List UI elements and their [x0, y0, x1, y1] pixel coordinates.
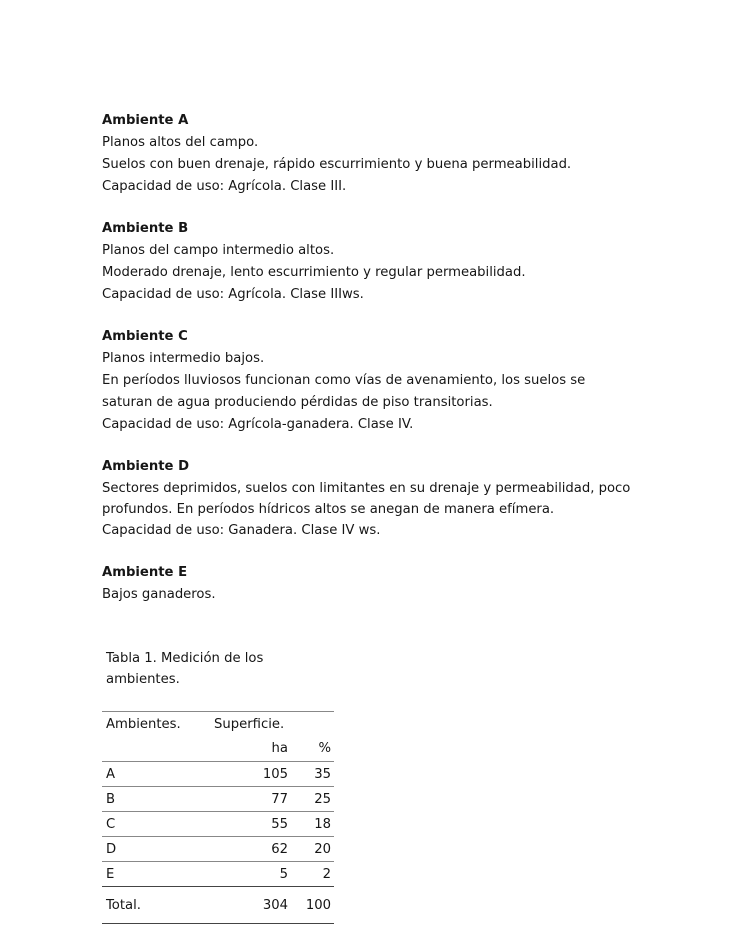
table-row	[102, 862, 334, 887]
table-row	[102, 762, 334, 787]
section-line: saturan de agua produciendo pérdidas de piso transitorias.	[102, 395, 493, 410]
unit-ha: ha	[271, 741, 288, 756]
row-ha: 105	[214, 762, 292, 787]
table-total-row	[102, 887, 334, 924]
row-ha: 55	[214, 812, 292, 837]
section-heading: Ambiente A	[102, 113, 189, 128]
table-row	[102, 787, 334, 812]
section-line: Planos intermedio bajos.	[102, 351, 265, 366]
table-caption	[106, 648, 276, 690]
row-ha: 5	[214, 862, 292, 887]
section-line: Bajos ganaderos.	[102, 587, 216, 602]
ambientes-table	[102, 711, 334, 924]
table-row	[102, 812, 334, 837]
section-line: Capacidad de uso: Agrícola. Clase III.	[102, 179, 347, 194]
row-name: A	[102, 762, 214, 787]
row-ha: 77	[214, 787, 292, 812]
total-ha: 304	[214, 887, 292, 924]
table-caption-line: ambientes.	[106, 672, 180, 687]
section-line: Suelos con buen drenaje, rápido escurrimiento y buena permeabilidad.	[102, 157, 572, 172]
row-ha: 62	[214, 837, 292, 862]
section-ambiente-a	[102, 110, 702, 198]
section-heading: Ambiente E	[102, 565, 188, 580]
section-line: profundos. En períodos hídricos altos se anegan de manera efímera.	[102, 502, 555, 517]
document-body	[102, 110, 702, 626]
section-line: En períodos lluviosos funcionan como vías de avenamiento, los suelos se	[102, 373, 586, 388]
row-name: E	[102, 862, 214, 887]
row-name: D	[102, 837, 214, 862]
table-row	[102, 837, 334, 862]
section-ambiente-d	[102, 456, 702, 542]
total-label: Total.	[102, 887, 214, 924]
unit-pct: %	[318, 741, 331, 756]
row-name: C	[102, 812, 214, 837]
table-caption-line: Tabla 1. Medición de los	[106, 651, 264, 666]
row-pct: 2	[292, 862, 334, 887]
section-line: Sectores deprimidos, suelos con limitantes en su drenaje y permeabilidad, poco	[102, 481, 631, 496]
section-line: Moderado drenaje, lento escurrimiento y regular permeabilidad.	[102, 265, 526, 280]
row-name: B	[102, 787, 214, 812]
section-ambiente-b	[102, 218, 702, 306]
section-line: Planos altos del campo.	[102, 135, 259, 150]
section-line: Capacidad de uso: Agrícola. Clase IIIws.	[102, 287, 364, 302]
section-line: Planos del campo intermedio altos.	[102, 243, 335, 258]
row-pct: 25	[292, 787, 334, 812]
row-pct: 18	[292, 812, 334, 837]
section-ambiente-c	[102, 326, 702, 436]
section-heading: Ambiente B	[102, 221, 189, 236]
row-pct: 20	[292, 837, 334, 862]
row-pct: 35	[292, 762, 334, 787]
section-ambiente-e	[102, 562, 702, 606]
section-line: Capacidad de uso: Ganadera. Clase IV ws.	[102, 523, 381, 538]
table-units-row	[102, 736, 334, 762]
header-ambientes: Ambientes.	[102, 712, 214, 737]
table-header-row	[102, 712, 334, 737]
section-heading: Ambiente D	[102, 459, 190, 474]
total-pct: 100	[292, 887, 334, 924]
section-heading: Ambiente C	[102, 329, 188, 344]
header-superficie: Superficie.	[214, 712, 334, 737]
section-line: Capacidad de uso: Agrícola-ganadera. Clase IV.	[102, 417, 414, 432]
